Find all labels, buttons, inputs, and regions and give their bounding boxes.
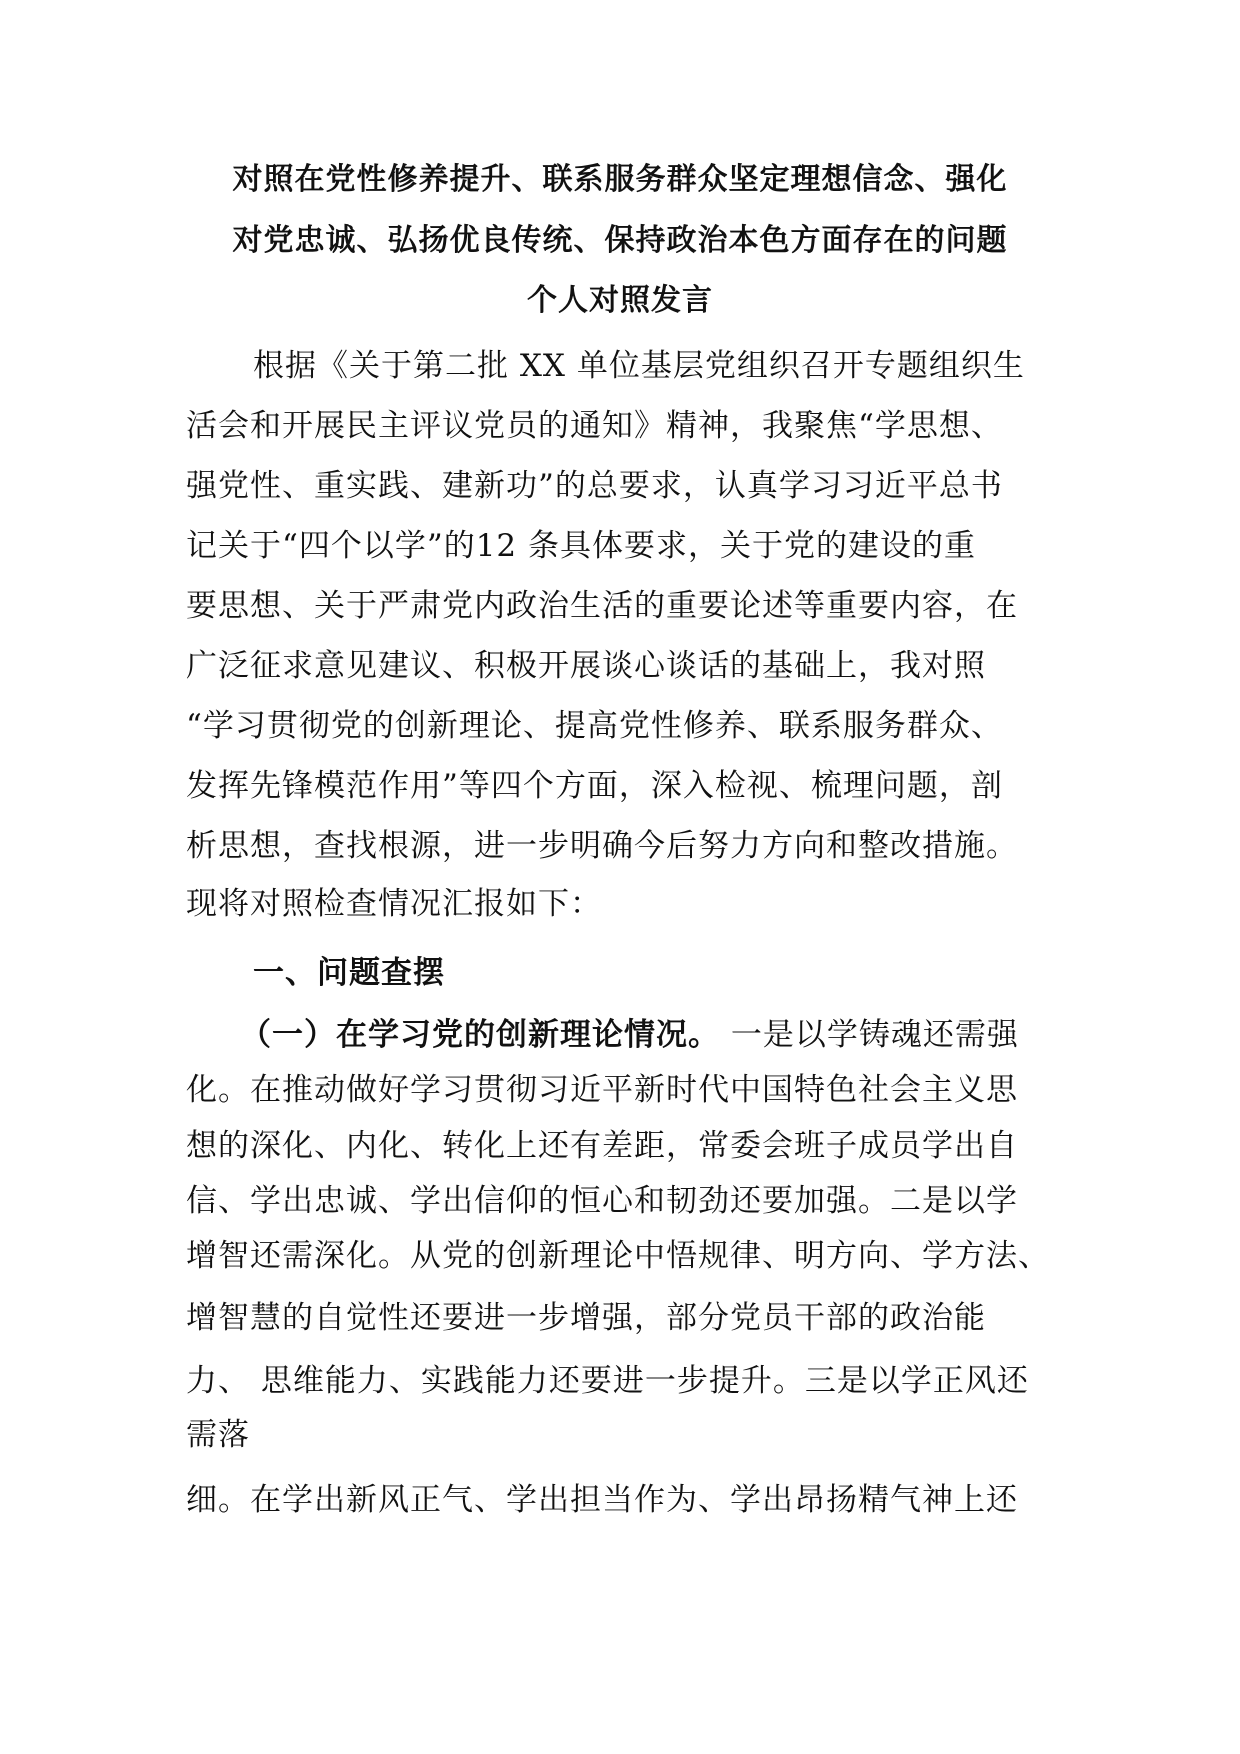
intro-line: 广泛征求意见建议、积极开展谈心谈话的基础上，我对照 [186,648,986,684]
subsection-first-text: 一是以学铸魂还需强 [720,1017,1019,1053]
body-line: 化。在推动做好学习贯彻习近平新时代中国特色社会主义思 [186,1072,1018,1108]
body-line: 信、学出忠诚、学出信仰的恒心和韧劲还要加强。二是以学 [186,1183,1018,1219]
body-line: 需落 [186,1417,250,1453]
body-line: 增智慧的自觉性还要进一步增强，部分党员干部的政治能 [186,1300,986,1336]
body-line: 细。在学出新风正气、学出担当作为、学出昂扬精气神上还 [186,1482,1018,1518]
document-title-line-1: 对照在党性修养提升、联系服务群众坚定理想信念、强化 [232,162,1008,197]
intro-line: 要思想、关于严肃党内政治生活的重要论述等重要内容，在 [186,588,1018,624]
intro-line: 现将对照检查情况汇报如下： [186,886,602,922]
intro-line: 强党性、重实践、建新功”的总要求，认真学习习近平总书 [186,468,1003,504]
body-line: 想的深化、内化、转化上还有差距，常委会班子成员学出自 [186,1128,1018,1164]
body-line: 增智还需深化。从党的创新理论中悟规律、明方向、学方法、 [186,1238,1050,1274]
subsection-first-line [240,1015,1019,1055]
document-title-line-3: 个人对照发言 [527,283,713,318]
intro-line: “学习贯彻党的创新理论、提高党性修养、联系服务群众、 [186,708,1003,744]
intro-line: 根据《关于第二批 XX 单位基层党组织召开专题组织生 [253,348,1025,384]
intro-line: 活会和开展民主评议党员的通知》精神，我聚焦“学思想、 [186,408,1003,444]
body-line: 力、 思维能力、实践能力还要进一步提升。三是以学正风还 [186,1363,1029,1399]
intro-line: 发挥先锋模范作用”等四个方面，深入检视、梳理问题，剖 [186,768,1003,804]
intro-line: 记关于“四个以学”的12 条具体要求，关于党的建设的重 [186,528,976,564]
document-title-line-2: 对党忠诚、弘扬优良传统、保持政治本色方面存在的问题 [232,223,1008,258]
section-heading: 一、问题查摆 [253,955,445,991]
subsection-heading: （一）在学习党的创新理论情况。 [240,1017,720,1053]
intro-line: 析思想，查找根源，进一步明确今后努力方向和整改措施。 [186,828,1018,864]
